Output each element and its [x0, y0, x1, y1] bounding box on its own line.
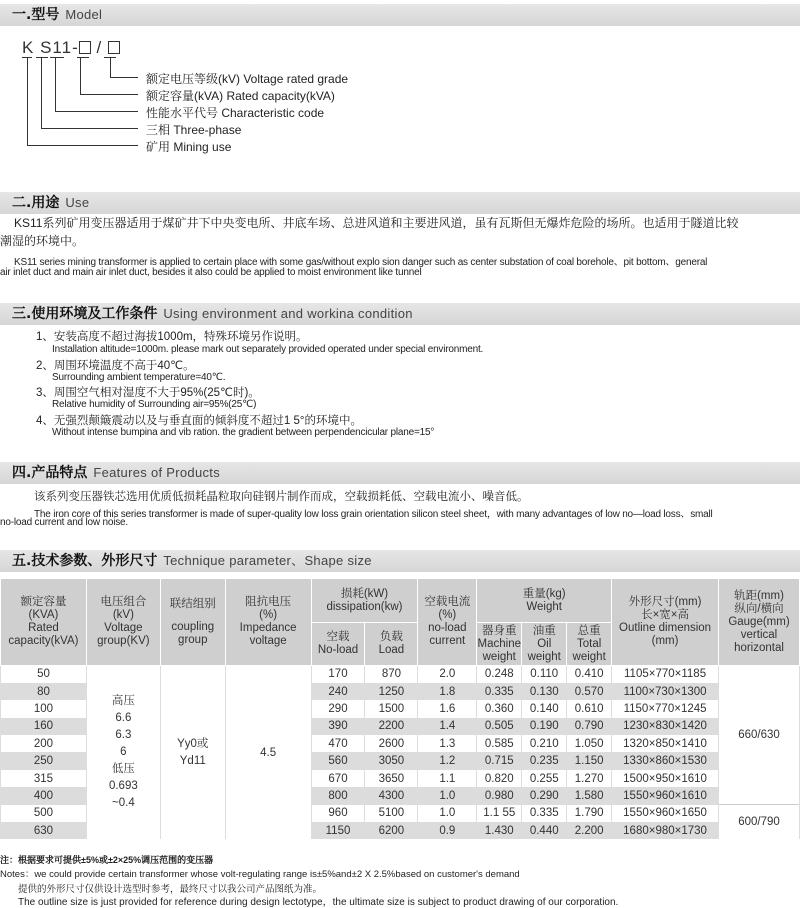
header-noload: 空载 No-load	[311, 623, 365, 666]
cell-noload-current: 1.0	[418, 787, 477, 804]
cell-noload-current: 1.1	[418, 770, 477, 787]
header-machine-weight: 器身重 Machine weight	[477, 623, 522, 666]
cell-coupling-group: Yy0或 Yd11	[160, 666, 225, 840]
features-cn: 该系列变压器铁芯选用优质低损耗晶粒取向硅钢片制作而成，空载损耗低、空载电流小、噪音低。	[34, 491, 529, 503]
cell-machine-weight: 0.715	[477, 752, 522, 769]
section-title-cn: 一.型号	[12, 7, 60, 23]
cell-load-loss: 2600	[365, 735, 418, 752]
cell-oil-weight: 0.290	[522, 787, 567, 804]
cell-capacity: 100	[1, 700, 87, 717]
cell-load-loss: 5100	[365, 805, 418, 822]
cell-oil-weight: 0.235	[522, 752, 567, 769]
cell-dimension: 1105×770×1185	[612, 666, 719, 683]
cell-total-weight: 0.790	[567, 718, 612, 735]
note-en-2: The outline size is just provided for reference during design lectotype，the ultimate size is subject to product drawing of our corporation.	[18, 897, 619, 908]
cell-dimension: 1550×960×1650	[612, 805, 719, 822]
cell-oil-weight: 0.140	[522, 700, 567, 717]
cell-capacity: 160	[1, 718, 87, 735]
cell-capacity: 315	[1, 770, 87, 787]
cell-load-loss: 3650	[365, 770, 418, 787]
cell-noload-current: 1.2	[418, 752, 477, 769]
cell-gauge: 660/630	[719, 666, 800, 805]
section-title-en: Use	[65, 195, 90, 210]
cell-total-weight: 0.610	[567, 700, 612, 717]
use-en-2: air inlet duct and main air inlet duct, besides it also could be applied to moist environment like tunnel	[0, 267, 422, 278]
code-box-capacity	[79, 41, 91, 54]
section-title-cn: 五.技术参数、外形尺寸	[12, 553, 158, 569]
header-weight: 重量(kg) Weight	[477, 579, 612, 623]
code-k: K	[22, 38, 35, 57]
env-item-2-cn: 2、周围环境温度不高于40℃。	[36, 360, 195, 372]
cell-noload-current: 1.4	[418, 718, 477, 735]
section-header-use	[0, 192, 800, 214]
table-row	[1, 666, 800, 683]
section-title-cn: 三.使用环境及工作条件	[12, 306, 158, 322]
header-oil-weight: 油重 Oil weight	[522, 623, 567, 666]
cell-total-weight: 1.580	[567, 787, 612, 804]
cell-noload-current: 1.6	[418, 700, 477, 717]
cell-noload-current: 1.8	[418, 683, 477, 700]
cell-noload-loss: 800	[311, 787, 365, 804]
cell-capacity: 80	[1, 683, 87, 700]
use-cn-2: 潮湿的环境中。	[0, 234, 85, 248]
note-en-1: Notes：we could provide certain transformer whose volt-regulating range is±5%and±2 X 2.5%based on customer's demand	[0, 869, 520, 880]
cell-noload-loss: 1150	[311, 822, 365, 839]
cell-impedance: 4.5	[225, 666, 311, 840]
cell-total-weight: 1.150	[567, 752, 612, 769]
cell-dimension: 1320×850×1410	[612, 735, 719, 752]
model-code	[22, 38, 120, 58]
cell-load-loss: 2200	[365, 718, 418, 735]
features-en-1: The iron core of this series transformer is made of super-quality low loss grain orientation silicon steel sheet，with many advantages of low no—load loss、small	[34, 509, 713, 520]
cell-oil-weight: 0.440	[522, 822, 567, 839]
cell-dimension: 1230×830×1420	[612, 718, 719, 735]
cell-total-weight: 0.410	[567, 666, 612, 683]
cell-total-weight: 1.050	[567, 735, 612, 752]
cell-oil-weight: 0.255	[522, 770, 567, 787]
cell-capacity: 50	[1, 666, 87, 683]
note-cn-1: 注：根据要求可提供±5%或±2×25%调压范围的变压器	[0, 855, 214, 865]
section-title-cn: 二.用途	[12, 195, 60, 211]
header-voltage: 电压组合 (kV) Voltage group(KV)	[86, 579, 160, 666]
cell-oil-weight: 0.190	[522, 718, 567, 735]
cell-noload-current: 2.0	[418, 666, 477, 683]
header-loss: 损耗(kW) dissipation(kw)	[311, 579, 418, 623]
cell-machine-weight: 0.335	[477, 683, 522, 700]
cell-dimension: 1150×770×1245	[612, 700, 719, 717]
cell-noload-loss: 390	[311, 718, 365, 735]
section-header-model	[0, 4, 800, 26]
header-load: 负载 Load	[365, 623, 418, 666]
cell-load-loss: 3050	[365, 752, 418, 769]
cell-voltage-group: 高压 6.6 6.3 6 低压 0.693 ~0.4	[86, 666, 160, 840]
cell-noload-loss: 240	[311, 683, 365, 700]
cell-machine-weight: 0.360	[477, 700, 522, 717]
cell-noload-loss: 470	[311, 735, 365, 752]
header-total-weight: 总重 Total weight	[567, 623, 612, 666]
parameter-table	[0, 578, 800, 839]
section-title-en: Technique parameter、Shape size	[163, 553, 372, 568]
cell-dimension: 1680×980×1730	[612, 822, 719, 839]
model-label-voltage: 额定电压等级(kV) Voltage rated grade	[146, 72, 349, 86]
cell-gauge: 600/790	[719, 805, 800, 840]
cell-load-loss: 6200	[365, 822, 418, 839]
cell-dimension: 1500×950×1610	[612, 770, 719, 787]
cell-machine-weight: 1.1 55	[477, 805, 522, 822]
cell-oil-weight: 0.335	[522, 805, 567, 822]
cell-dimension: 1330×860×1530	[612, 752, 719, 769]
section-title-en: Model	[65, 7, 103, 22]
cell-machine-weight: 0.505	[477, 718, 522, 735]
cell-noload-loss: 290	[311, 700, 365, 717]
cell-noload-loss: 670	[311, 770, 365, 787]
cell-noload-loss: 560	[311, 752, 365, 769]
cell-machine-weight: 0.980	[477, 787, 522, 804]
code-dash: -	[72, 38, 79, 57]
section-title-en: Features of Products	[93, 465, 220, 480]
features-en-2: no-load current and low noise.	[0, 517, 128, 528]
env-item-4-cn: 4、无强烈颠簸震动以及与垂直面的倾斜度不超过1 5°的环境中。	[36, 415, 362, 427]
header-impedance: 阻抗电压 (%) Impedance voltage	[225, 579, 311, 666]
cell-capacity: 250	[1, 752, 87, 769]
cell-noload-current: 1.3	[418, 735, 477, 752]
header-current: 空载电流 (%) no-load current	[418, 579, 477, 666]
cell-machine-weight: 1.430	[477, 822, 522, 839]
cell-load-loss: 870	[365, 666, 418, 683]
section-header-features	[0, 462, 800, 484]
env-item-2-en: Surrounding ambient temperature=40℃.	[52, 372, 226, 383]
cell-oil-weight: 0.130	[522, 683, 567, 700]
model-label-characteristic: 性能水平代号 Characteristic code	[146, 106, 325, 120]
code-slash: /	[96, 38, 103, 57]
cell-capacity: 630	[1, 822, 87, 839]
header-dimension: 外形尺寸(mm) 长×宽×高 Outline dimension (mm)	[612, 579, 719, 666]
header-coupling: 联结组别 coupling group	[160, 579, 225, 666]
env-item-1-cn: 1、安装高度不超过海拔1000m，特殊环境另作说明。	[36, 331, 308, 343]
section-header-environment	[0, 303, 800, 325]
section-title-cn: 四.产品特点	[12, 465, 88, 481]
cell-capacity: 400	[1, 787, 87, 804]
header-capacity: 额定容量 (KVA) Rated capacity(kVA)	[1, 579, 87, 666]
cell-total-weight: 1.270	[567, 770, 612, 787]
cell-capacity: 500	[1, 805, 87, 822]
env-item-3-en: Relative humidity of Surrounding air=95%(25℃)	[52, 399, 257, 410]
section-title-en: Using environment and workina condition	[163, 306, 413, 321]
cell-load-loss: 4300	[365, 787, 418, 804]
section-header-technique	[0, 550, 800, 572]
cell-load-loss: 1250	[365, 683, 418, 700]
model-label-mining: 矿用 Mining use	[146, 140, 232, 154]
model-label-phase: 三相 Three-phase	[146, 123, 242, 137]
cell-noload-loss: 960	[311, 805, 365, 822]
cell-noload-current: 1.0	[418, 805, 477, 822]
cell-noload-loss: 170	[311, 666, 365, 683]
cell-total-weight: 0.570	[567, 683, 612, 700]
cell-machine-weight: 0.585	[477, 735, 522, 752]
cell-oil-weight: 0.110	[522, 666, 567, 683]
model-label-capacity: 额定容量(kVA) Rated capacity(kVA)	[146, 89, 335, 103]
cell-total-weight: 2.200	[567, 822, 612, 839]
env-item-1-en: Installation altitude=1000m. please mark out separately provided operated under special environment.	[52, 344, 484, 355]
cell-dimension: 1100×730×1300	[612, 683, 719, 700]
cell-oil-weight: 0.210	[522, 735, 567, 752]
header-gauge: 轨距(mm) 纵向/横向 Gauge(mm) vertical horizontal	[719, 579, 800, 666]
code-box-voltage	[108, 41, 120, 54]
cell-total-weight: 1.790	[567, 805, 612, 822]
env-item-4-en: Without intense bumpina and vib ration. the gradient between perpendencicular plane=15°	[52, 427, 435, 438]
env-item-3-cn: 3、周围空气相对湿度不大于95%(25℃时)。	[36, 387, 260, 399]
cell-load-loss: 1500	[365, 700, 418, 717]
cell-noload-current: 0.9	[418, 822, 477, 839]
code-s11: S11	[40, 38, 73, 57]
cell-machine-weight: 0.248	[477, 666, 522, 683]
cell-capacity: 200	[1, 735, 87, 752]
cell-dimension: 1550×960×1610	[612, 787, 719, 804]
note-cn-2: 提供的外形尺寸仅供设计选型时参考，最终尺寸以我公司产品图纸为准。	[18, 884, 323, 895]
cell-machine-weight: 0.820	[477, 770, 522, 787]
use-cn-1: KS11系列矿用变压器适用于煤矿井下中央变电所、井底车场、总进风道和主要进风道，虽有瓦斯但无爆炸危险的场所。也适用于隧道比较	[14, 216, 739, 230]
use-en-1: KS11 series mining transformer is applied to certain place with some gas/without explo sion danger such as center substation of coal borehole、pit bottom、general	[14, 257, 708, 268]
